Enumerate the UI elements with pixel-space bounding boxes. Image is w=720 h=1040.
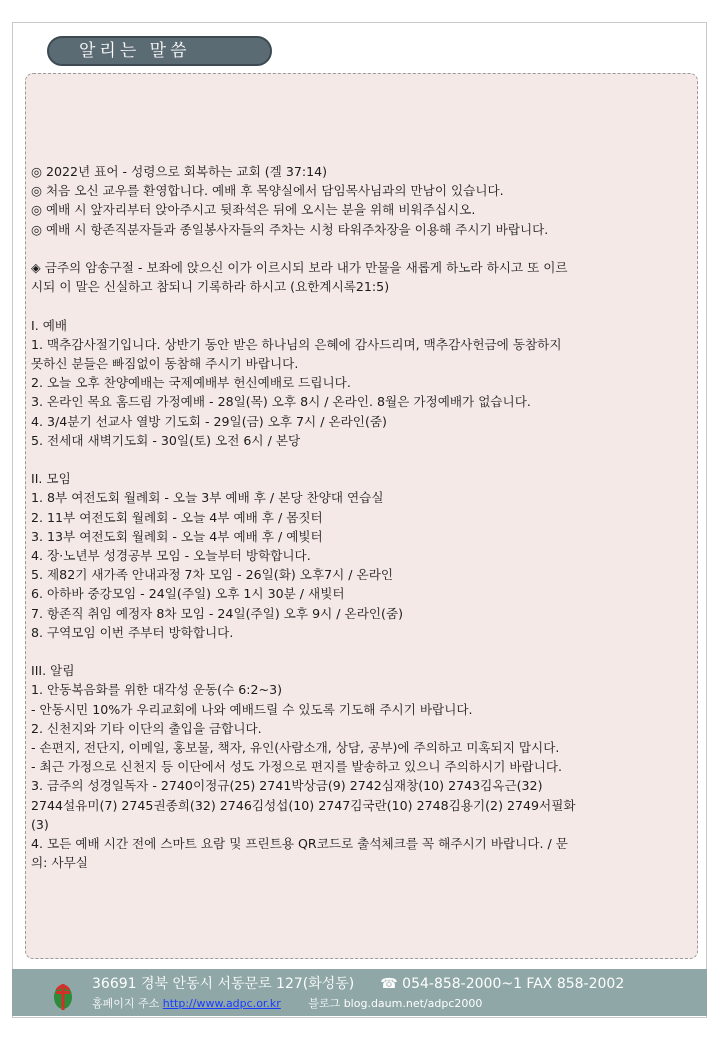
announcement-line: - 최근 가정으로 신천지 등 이단에서 성도 가정으로 편지를 발송하고 있으니 주의하시기 바랍니다. bbox=[31, 759, 563, 775]
announcement-line: - 손편지, 전단지, 이메일, 홍보물, 책자, 유인(사람소개, 상담, 공부)에 주의하고 미혹되지 맙시다. bbox=[31, 740, 560, 756]
meeting-line: 1. 8부 여전도회 월례회 - 오늘 3부 예배 후 / 본당 찬양대 연습실 bbox=[31, 490, 384, 506]
page-title: 알리는 말씀 bbox=[47, 36, 272, 66]
intro-line: ◎ 예배 시 항존직분자들과 종일봉사자들의 주차는 시청 타워주차장을 이용해 주시기 바랍니다. bbox=[31, 221, 549, 237]
blog-address: 블로그 blog.daum.net/adpc2000 bbox=[308, 997, 483, 1010]
meeting-line: 7. 항존직 취임 예정자 8차 모임 - 24일(주일) 오후 9시 / 온라인(줌) bbox=[31, 605, 404, 621]
worship-line: 못하신 분들은 빠짐없이 동참해 주시기 바랍니다. bbox=[31, 356, 299, 371]
memory-verse-line: ◈ 금주의 암송구절 - 보좌에 앉으신 이가 이르시되 보라 내가 만물을 새롭게 하노라 하시고 또 이르 bbox=[31, 260, 568, 275]
church-logo-icon bbox=[48, 978, 78, 1012]
announcement-line: - 안동시민 10%가 우리교회에 나와 예배드릴 수 있도록 기도해 주시기 바랍니다. bbox=[31, 701, 473, 717]
section-heading-meetings: II. 모임 bbox=[31, 471, 71, 487]
announcement-line: 2744설유미(7) 2745권종희(32) 2746김성섭(10) 2747김국란(10) 2748김용기(2) 2749서필화 bbox=[31, 797, 576, 813]
phone-fax: ☎ 054-858-2000~1 FAX 858-2002 bbox=[380, 976, 625, 992]
spacer bbox=[31, 239, 691, 258]
footer bbox=[12, 969, 707, 1016]
worship-line: 3. 온라인 목요 홈드림 가정예배 - 28일(목) 오후 8시 / 온라인. 8월은 가정예배가 없습니다. bbox=[31, 394, 531, 410]
meeting-line: 2. 11부 여전도회 월례회 - 오늘 4부 예배 후 / 몸짓터 bbox=[31, 509, 323, 525]
section-heading-worship: I. 예배 bbox=[31, 317, 68, 333]
footer-web-line bbox=[92, 995, 482, 1011]
intro-line: ◎ 예배 시 앞자리부터 앉아주시고 뒷좌석은 뒤에 오시는 분을 위해 비워주십시오. bbox=[31, 202, 476, 218]
intro-line: ◎ 2022년 표어 - 성령으로 회복하는 교회 (겔 37:14) bbox=[31, 164, 328, 179]
spacer bbox=[31, 642, 691, 661]
meeting-line: 8. 구역모임 이번 주부터 방학합니다. bbox=[31, 624, 234, 640]
announcement-line: 4. 모든 예배 시간 전에 스마트 요람 및 프린트용 QR코드로 출석체크를 꼭 해주시기 바랍니다. / 문 bbox=[31, 836, 568, 852]
worship-line: 2. 오늘 오후 찬양예배는 국제예배부 헌신예배로 드립니다. bbox=[31, 375, 351, 391]
meeting-line: 4. 장·노년부 성경공부 모임 - 오늘부터 방학합니다. bbox=[31, 548, 311, 564]
meeting-line: 5. 제82기 새가족 안내과정 7차 모임 - 26일(화) 오후7시 / 온라인 bbox=[31, 567, 394, 583]
announcement-line: 3. 금주의 성경일독자 - 2740이정규(25) 2741박상금(9) 2742심재창(10) 2743김옥근(32) bbox=[31, 778, 543, 794]
worship-line: 1. 맥추감사절기입니다. 상반기 동안 받은 하나님의 은혜에 감사드리며, 맥추감사헌금에 동참하지 bbox=[31, 336, 562, 352]
section-heading-announcements: III. 알림 bbox=[31, 663, 75, 679]
worship-line: 4. 3/4분기 선교사 열방 기도회 - 29일(금) 오후 7시 / 온라인(줌) bbox=[31, 413, 387, 429]
homepage-label: 홈페이지 주소 bbox=[92, 997, 160, 1010]
announcement-line: 의: 사무실 bbox=[31, 855, 88, 871]
homepage-link[interactable]: http://www.adpc.or.kr bbox=[162, 997, 281, 1010]
announcement-line: (3) bbox=[31, 816, 49, 832]
notice-content bbox=[31, 162, 691, 872]
announcement-line: 2. 신천지와 기타 이단의 출입을 금합니다. bbox=[31, 720, 262, 736]
spacer bbox=[31, 296, 691, 315]
meeting-line: 6. 아하바 중강모임 - 24일(주일) 오후 1시 30분 / 새빛터 bbox=[31, 586, 345, 602]
announcement-line: 1. 안동복음화를 위한 대각성 운동(수 6:2~3) bbox=[31, 682, 283, 698]
spacer bbox=[31, 450, 691, 469]
memory-verse-line: 시되 이 말은 신실하고 참되니 기록하라 하시고 (요한계시록21:5) bbox=[31, 279, 390, 295]
worship-line: 5. 전세대 새벽기도회 - 30일(토) 오전 6시 / 본당 bbox=[31, 432, 301, 448]
meeting-line: 3. 13부 여전도회 월례회 - 오늘 4부 예배 후 / 예빛터 bbox=[31, 528, 323, 544]
church-address: 36691 경북 안동시 서동문로 127(화성동) bbox=[92, 976, 355, 992]
footer-contact-line bbox=[92, 973, 624, 993]
intro-line: ◎ 처음 오신 교우를 환영합니다. 예배 후 목양실에서 담임목사님과의 만남이 있습니다. bbox=[31, 183, 504, 199]
